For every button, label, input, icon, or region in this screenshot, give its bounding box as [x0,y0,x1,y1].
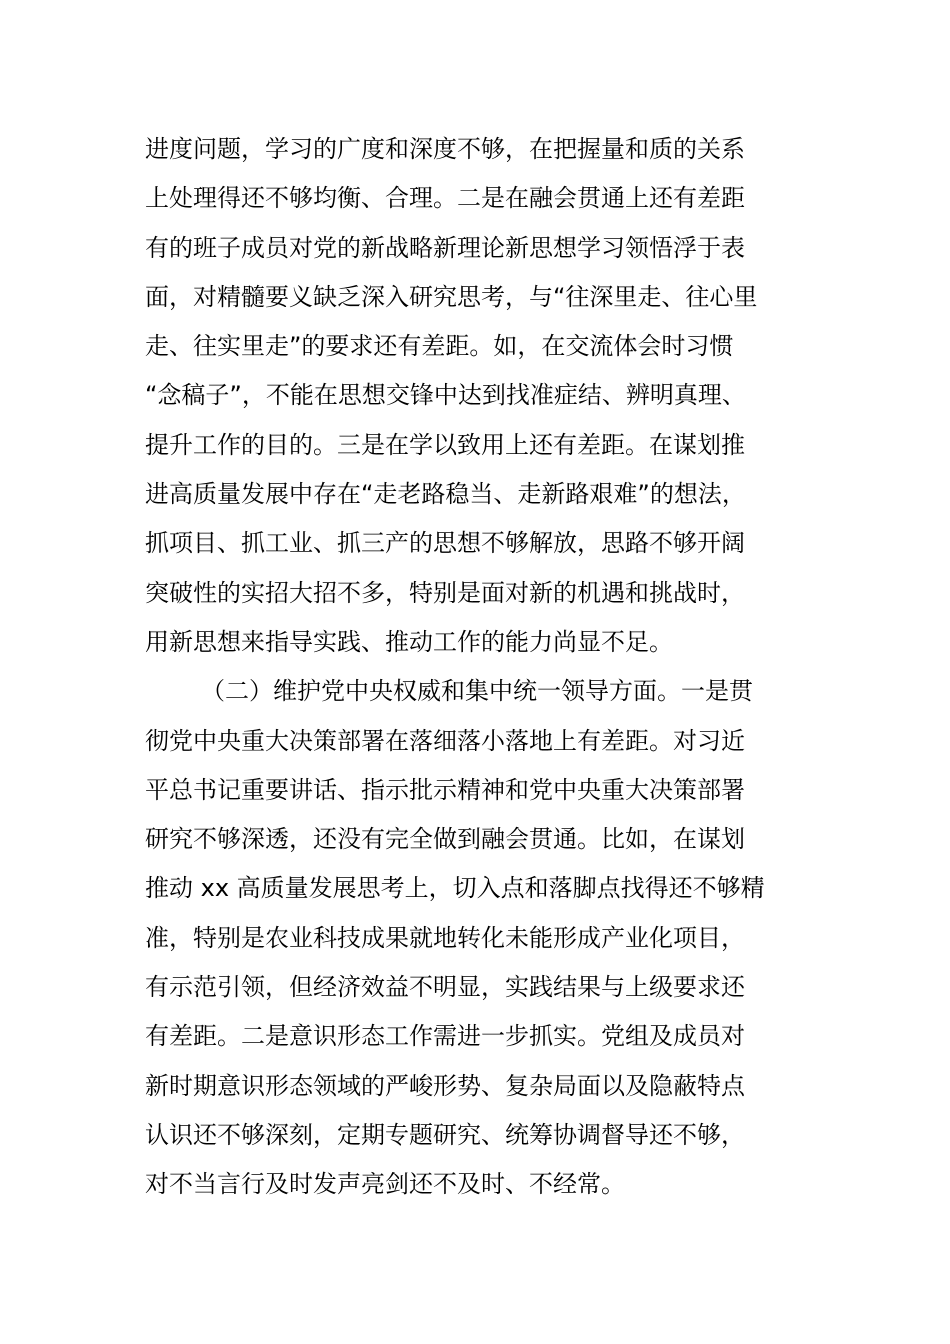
text-line: 进度问题，学习的广度和深度不够，在把握量和质的关系 [145,135,745,163]
text-line: 走、往实里走”的要求还有差距。如，在交流体会时习惯 [145,332,734,361]
text-line: 面，对精髓要义缺乏深入研究思考，与“往深里走、往心里 [145,282,758,311]
text-line: “念稿子”，不能在思想交锋中达到找准症结、辨明真理、 [145,381,746,410]
text-line: 有差距。二是意识形态工作需进一步抓实。党组及成员对 [145,1022,745,1051]
text-line: 认识还不够深刻，定期专题研究、统筹协调督导还不够， [145,1120,745,1149]
text-line: 研究不够深透，还没有完全做到融会贯通。比如，在谋划 [145,825,745,854]
text-line: 平总书记重要讲话、指示批示精神和党中央重大决策部署 [145,775,745,804]
text-line: 新时期意识形态领域的严峻形势、复杂局面以及隐蔽特点 [145,1071,745,1100]
text-line: 推动 xx 高质量发展思考上，切入点和落脚点找得还不够精 [145,874,765,903]
section-heading-line: （二）维护党中央权威和集中统一领导方面。一是贯 [201,677,753,706]
text-line: 突破性的实招大招不多，特别是面对新的机遇和挑战时， [145,578,745,607]
text-line: 上处理得还不够均衡、合理。二是在融会贯通上还有差距 [145,184,745,213]
text-line: 提升工作的目的。三是在学以致用上还有差距。在谋划推 [145,430,745,459]
text-line: 有的班子成员对党的新战略新理论新思想学习领悟浮于表 [145,233,745,262]
text-line: 用新思想来指导实践、推动工作的能力尚显不足。 [145,627,673,656]
text-line: 准，特别是农业科技成果就地转化未能形成产业化项目， [145,923,745,952]
text-line: 对不当言行及时发声亮剑还不及时、不经常。 [145,1170,625,1199]
body-text [145,125,815,1210]
text-line: 抓项目、抓工业、抓三产的思想不够解放，思路不够开阔 [145,529,745,558]
text-line: 进高质量发展中存在“走老路稳当、走新路艰难”的想法， [145,480,746,509]
text-line: 有示范引领，但经济效益不明显，实践结果与上级要求还 [145,973,745,1002]
text-line: 彻党中央重大决策部署在落细落小落地上有差距。对习近 [145,726,745,755]
